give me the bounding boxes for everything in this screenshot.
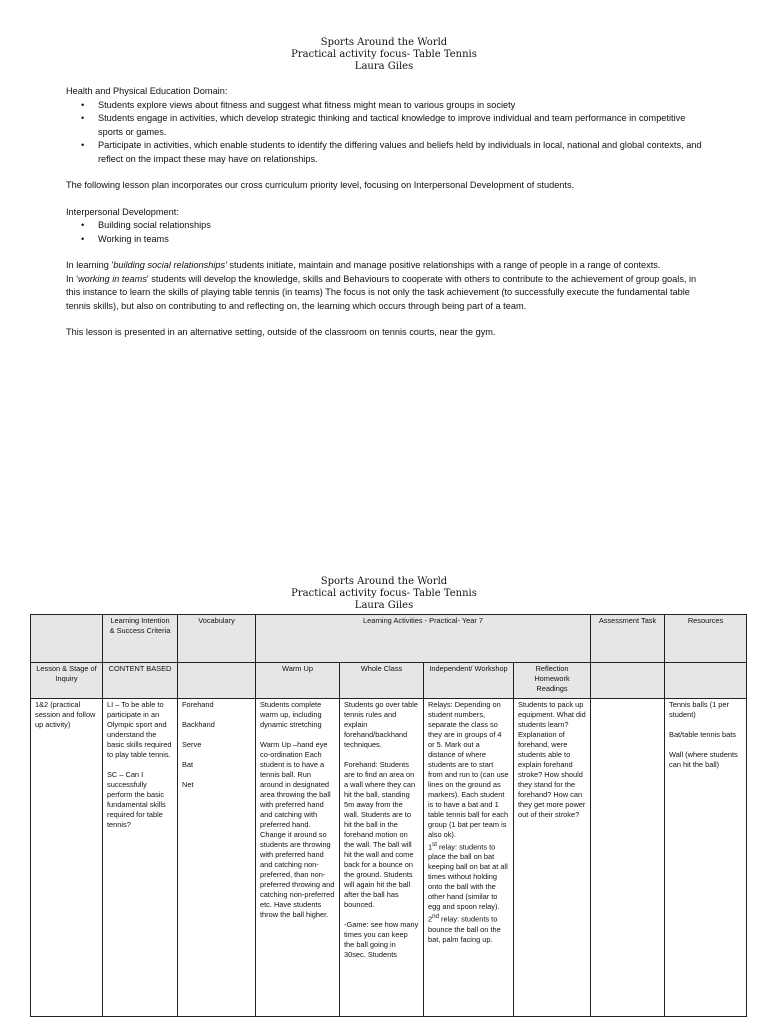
lesson-plan-table [30, 614, 747, 1017]
header-whole-class: Whole Class [340, 663, 424, 699]
header-resources: Resources [665, 615, 747, 663]
header-vocabulary: Vocabulary [178, 615, 256, 663]
header-content-based: CONTENT BASED [103, 663, 178, 699]
lesson-cell: 1&2 (practical session and follow up activity) [31, 699, 103, 1017]
priority-text: The following lesson plan incorporates our cross curriculum priority level, focusing on Interpersonal Development of students. [66, 180, 575, 190]
domain-bullet: • Students engage in activities, which develop strategic thinking and tactical knowledge to improve individual and team performance in competitive sports or games. [98, 112, 706, 139]
relay-first: 1st relay: students to place the ball on bat keeping ball on bat at all times without holding onto the ball with the other hand (similar to egg and spoon relay). [428, 841, 508, 912]
header-reflection: Reflection Homework Readings [514, 663, 591, 699]
assessment-cell [591, 699, 665, 1017]
vocab-term: Bat [182, 760, 194, 769]
vocab-term: Serve [182, 740, 202, 749]
interpersonal-bullet: • Working in teams [98, 233, 706, 247]
vocab-term: Backhand [182, 720, 215, 729]
header-warm-up: Warm Up [256, 663, 340, 699]
intro-section [66, 85, 706, 340]
resources-cell: Tennis balls (1 per student) Bat/table tennis bats Wall (where students can hit the ball) [665, 699, 747, 1017]
doc-title: Sports Around the World [320, 37, 448, 48]
vocab-term: Forehand [182, 700, 214, 709]
working-in-teams-paragraph: In 'working in teams' students will develop the knowledge, skills and Behaviours to cooperate with others to contribute to the achievement of group goals, in this instance to learn the skills of playing table tennis (in teams) The focus is not only the task achievement (to successfully execute the fundamental table tennis skills), but also on contributing to and reflecting on, the learning which occurs through being part of a team. [66, 273, 697, 311]
whole-class-cell: Students go over table tennis rules and explain forehand/backhand techniques. Forehand: Students are to find an area on a wall where they can hit the ball, standing 5m away from the wall. Students are to hit the ball in the forehand motion on the wall. The ball will hit the wall and come back for a bounce on the ground. Students will again hit the ball after the ball has bounced. -Game: see how many times you can keep the ball going in 30sec. Students [340, 699, 424, 1017]
header-assessment-task: Assessment Task [591, 615, 665, 663]
lesson-row [31, 699, 747, 1017]
empty-header-cell [31, 615, 103, 663]
social-relationships-paragraph: In learning 'building social relationships' students initiate, maintain and manage positive relationships with a range of people in a range of contexts. [66, 260, 661, 270]
doc-author: Laura Giles [354, 61, 414, 72]
header-independent-workshop: Independent/ Workshop [424, 663, 514, 699]
header-lesson-stage: Lesson & Stage of Inquiry [31, 663, 103, 699]
table-subheader-row [31, 663, 747, 699]
doc-subtitle: Practical activity focus- Table Tennis [291, 588, 477, 599]
table-header [0, 576, 768, 612]
doc-subtitle: Practical activity focus- Table Tennis [291, 49, 477, 60]
domain-list [66, 99, 706, 167]
vocab-term: Net [182, 780, 194, 789]
empty-header-cell [591, 663, 665, 699]
interpersonal-heading: Interpersonal Development: [66, 206, 179, 217]
header-learning-activities: Learning Activities - Practical- Year 7 [256, 615, 591, 663]
intention-cell: LI – To be able to participate in an Olympic sport and understand the basic skills required to play table tennis. SC – Can I successfully perform the basic fundamental skills required for table tennis? [103, 699, 178, 1017]
vocabulary-cell [178, 699, 256, 1017]
relay-intro: Relays: Depending on student numbers, separate the class so they are in groups of 4 or 5. Mark out a distance of where students are to start from and run to (can use lines on the ground as markers). Each student is to have a bat and 1 table tennis ball for each group (1 bat per team is also ok). [428, 700, 509, 839]
independent-cell [424, 699, 514, 1017]
document-header [0, 37, 768, 73]
domain-bullet: • Participate in activities, which enable students to identify the differing values and beliefs held by individuals in local, national and global contexts, and reflect on the impact these may have on relationships. [98, 139, 706, 166]
domain-heading: Health and Physical Education Domain: [66, 86, 228, 96]
doc-title: Sports Around the World [320, 576, 448, 587]
empty-header-cell [178, 663, 256, 699]
reflection-cell: Students to pack up equipment. What did students learn? Explanation of forehand, were students able to explain forehand stroke? How should they stand for the forehand? How can they get more power out of their stroke? [514, 699, 591, 1017]
warm-up-cell: Students complete warm up, including dynamic stretching Warm Up –hand eye co-ordination Each student is to have a tennis ball. Run around in designated area throwing the ball with preferred hand and catching with preferred hand. Change it around so students are throwing with preferred hand and catching non-preferred, than non-preferred throwing and catching non-preferred etc. Have students throw the ball higher. [256, 699, 340, 1017]
setting-text: This lesson is presented in an alternative setting, outside of the classroom on tennis courts, near the gym. [66, 327, 496, 337]
empty-header-cell [665, 663, 747, 699]
doc-author: Laura Giles [354, 600, 414, 611]
interpersonal-bullet: • Building social relationships [98, 219, 706, 233]
relay-second: 2nd relay: students to bounce the ball on the bat, palm facing up. [428, 913, 501, 944]
table-header-row [31, 615, 747, 663]
interpersonal-list [66, 219, 706, 246]
header-learning-intention: Learning Intention & Success Criteria [103, 615, 178, 663]
domain-bullet: • Students explore views about fitness and suggest what fitness might mean to various groups in society [98, 99, 706, 113]
